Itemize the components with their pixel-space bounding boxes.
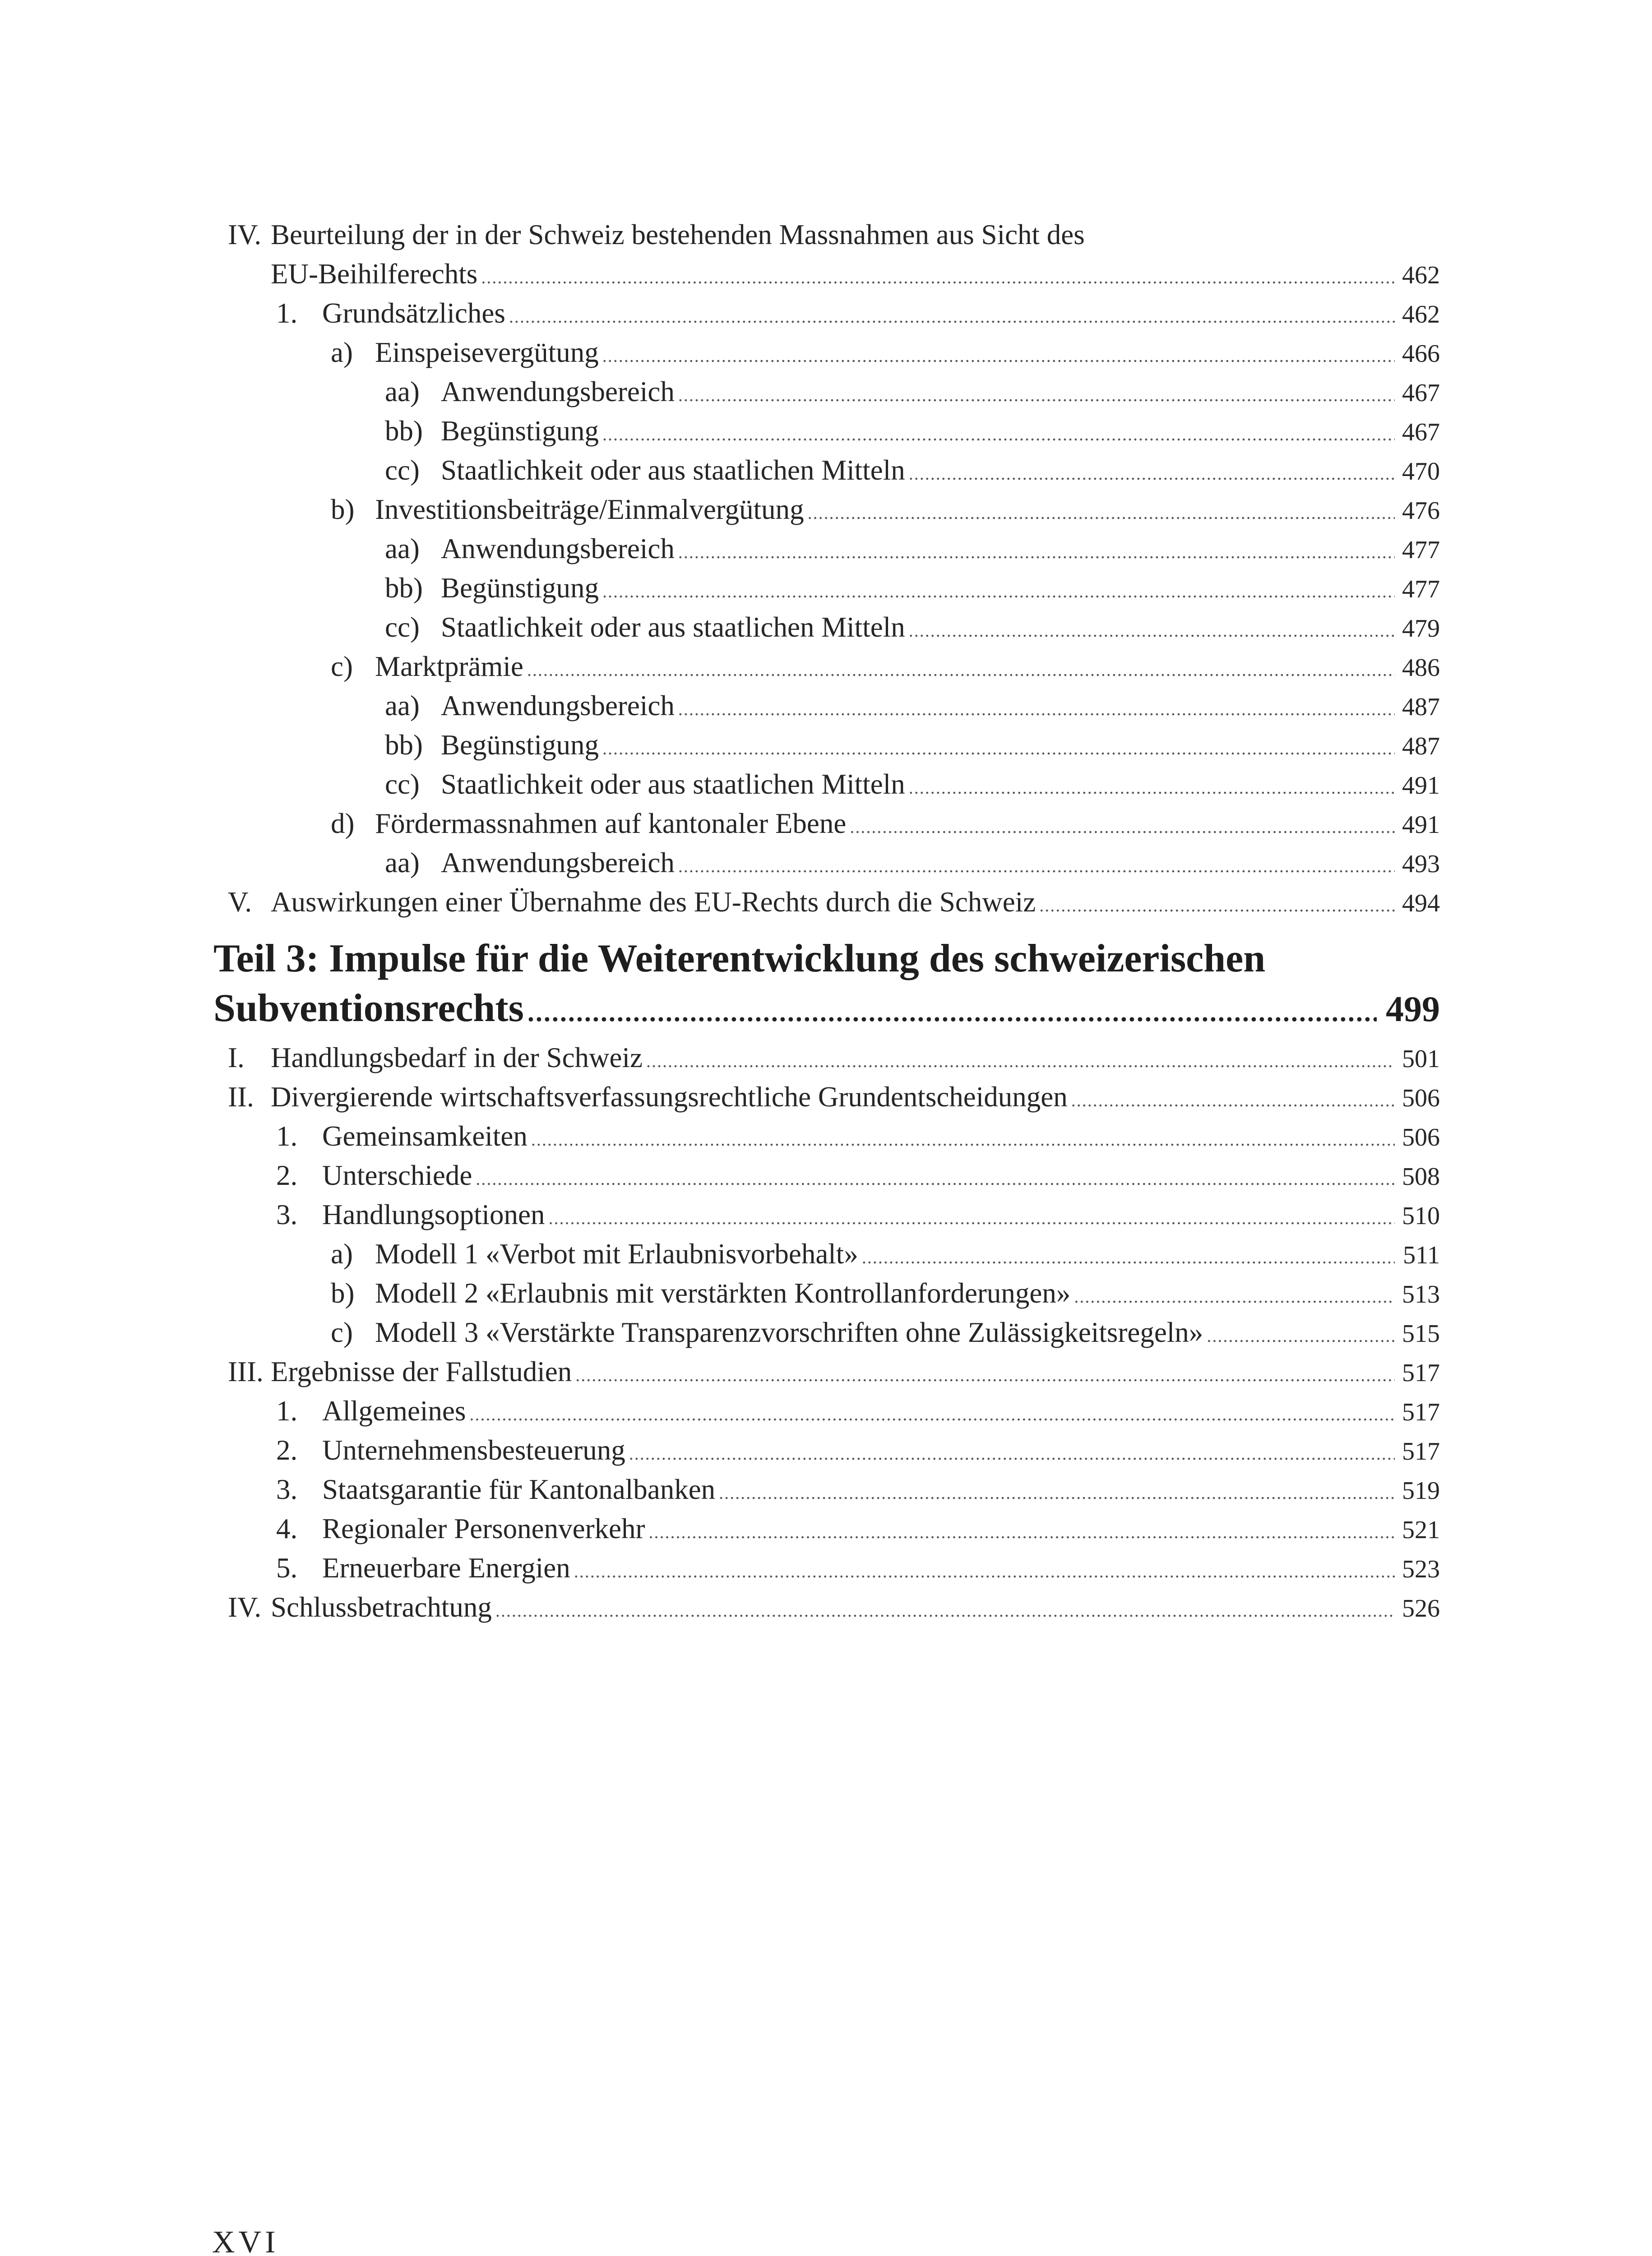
toc-entry — [228, 215, 261, 254]
toc-entry-text: Grundsätzliches — [322, 297, 505, 329]
part-heading-page: 499 — [1386, 989, 1440, 1029]
toc-entry-text: Handlungsbedarf in der Schweiz — [271, 1042, 643, 1073]
toc-entry-page: 466 — [1402, 340, 1440, 368]
toc-entry-page: 462 — [1402, 300, 1440, 328]
toc-entry — [276, 1548, 1440, 1588]
toc-entry — [276, 1391, 1440, 1431]
toc-entry — [385, 411, 1440, 451]
toc-entry-text: Staatsgarantie für Kantonalbanken — [322, 1474, 716, 1505]
toc-entry-number: 1. — [276, 1395, 298, 1427]
toc-entry-text: Modell 2 «Erlaubnis mit verstärkten Kontrollanforderungen» — [375, 1277, 1071, 1309]
toc-entry-number: bb) — [385, 729, 423, 761]
toc-entry — [228, 882, 1440, 922]
toc-entry-number: a) — [331, 1238, 353, 1270]
toc-entry-number: aa) — [385, 376, 420, 407]
toc-entry-text: Investitionsbeiträge/Einmalvergütung — [375, 494, 804, 525]
toc-entry-page: 467 — [1402, 379, 1440, 407]
toc-entry — [385, 725, 1440, 765]
toc-entry-text: Fördermassnahmen auf kantonaler Ebene — [375, 808, 847, 839]
toc-entry-page: 470 — [1402, 458, 1440, 485]
toc-entry-text: Allgemeines — [322, 1395, 466, 1427]
dot-leader — [909, 611, 1395, 651]
toc-entry-number: aa) — [385, 847, 420, 878]
toc-entry — [276, 1116, 1440, 1156]
toc-entry — [331, 804, 1440, 843]
toc-entry — [331, 490, 1440, 529]
toc-entry — [385, 764, 1440, 804]
dot-leader — [678, 846, 1395, 886]
toc-entry-text: Staatlichkeit oder aus staatlichen Mitteln — [441, 611, 905, 643]
toc-entry — [276, 1470, 1440, 1509]
toc-entry — [385, 607, 1440, 647]
toc-entry-number: b) — [331, 1277, 355, 1309]
toc-entry-number: III. — [228, 1356, 264, 1387]
dot-leader — [575, 1355, 1395, 1395]
toc-entry-number: aa) — [385, 690, 420, 721]
toc-entry-text: Erneuerbare Energien — [322, 1552, 570, 1584]
dot-leader — [495, 1591, 1395, 1631]
toc-entry-page: 526 — [1402, 1595, 1440, 1623]
dot-leader — [719, 1473, 1395, 1513]
toc-entry — [228, 1587, 1440, 1627]
toc-entry-number: IV. — [228, 219, 262, 250]
dot-leader — [1071, 1081, 1395, 1120]
toc-entry-number: a) — [331, 337, 353, 368]
toc-entry — [276, 1509, 1440, 1549]
toc-entry-number: 2. — [276, 1160, 298, 1191]
toc-entry-text: Anwendungsbereich — [441, 690, 675, 721]
toc-entry — [271, 254, 1440, 294]
toc-entry-number: b) — [331, 494, 355, 525]
dot-leader — [481, 258, 1395, 297]
toc-entry — [331, 647, 1440, 686]
toc-entry-page: 517 — [1402, 1359, 1440, 1387]
dot-leader — [1039, 886, 1395, 925]
toc-entry-text: Anwendungsbereich — [441, 847, 675, 878]
toc-entry-page: 519 — [1402, 1477, 1440, 1505]
toc-entry-page: 501 — [1402, 1045, 1440, 1073]
dot-leader — [469, 1395, 1395, 1434]
toc-entry-number: II. — [228, 1081, 254, 1113]
toc-entry-text: Regionaler Personenverkehr — [322, 1513, 645, 1544]
toc-entry — [385, 568, 1440, 608]
toc-entry-page: 493 — [1402, 850, 1440, 878]
toc-entry-page: 521 — [1402, 1516, 1440, 1544]
toc-entry-text: Handlungsoptionen — [322, 1199, 545, 1230]
toc-entry-text: Modell 1 «Verbot mit Erlaubnisvorbehalt» — [375, 1238, 858, 1270]
toc-entry-number: aa) — [385, 533, 420, 564]
toc-entry-page: 510 — [1402, 1202, 1440, 1230]
toc-entry — [276, 1195, 1440, 1234]
toc-entry — [331, 1273, 1440, 1313]
dot-leader — [527, 650, 1395, 690]
toc-entry-text: Schlussbetrachtung — [271, 1591, 492, 1623]
toc-entry-number: cc) — [385, 768, 420, 800]
toc-entry — [331, 333, 1440, 372]
toc-entry — [276, 1156, 1440, 1195]
toc-entry-text: Anwendungsbereich — [441, 376, 675, 407]
dot-leader — [548, 1198, 1395, 1238]
toc-entry-page: 491 — [1402, 811, 1440, 839]
toc-entry-page: 506 — [1402, 1084, 1440, 1112]
dot-leader — [531, 1120, 1395, 1160]
dot-leader — [649, 1512, 1395, 1552]
toc-entry-number: bb) — [385, 415, 423, 447]
dot-leader — [602, 336, 1395, 376]
toc-entry-page: 513 — [1402, 1281, 1440, 1308]
toc-entry-text: Begünstigung — [441, 729, 599, 761]
toc-entry-text: Unternehmensbesteuerung — [322, 1434, 625, 1466]
toc-entry-number: 4. — [276, 1513, 298, 1544]
toc-entry-page: 506 — [1402, 1123, 1440, 1151]
toc-entry — [331, 1313, 1440, 1352]
toc-entry-page: 467 — [1402, 418, 1440, 446]
toc-entry-number: d) — [331, 808, 355, 839]
toc-entry — [276, 1430, 1440, 1470]
dot-leader — [850, 807, 1395, 847]
toc-entry-text: Ergebnisse der Fallstudien — [271, 1356, 572, 1387]
dot-leader — [909, 454, 1395, 494]
part-heading-continuation — [213, 984, 1440, 1034]
dot-leader — [602, 572, 1395, 611]
toc-entry-number: cc) — [385, 454, 420, 486]
toc-entry-number: 1. — [276, 1120, 298, 1152]
toc-entry — [228, 1352, 1440, 1392]
toc-entry-number: 2. — [276, 1434, 298, 1466]
dot-leader — [629, 1434, 1395, 1474]
dot-leader — [1207, 1316, 1395, 1356]
toc-entry — [331, 1234, 1440, 1274]
toc-entry-page: 508 — [1402, 1163, 1440, 1191]
toc-entry-text: Divergierende wirtschaftsverfassungsrechtliche Grundentscheidungen — [271, 1081, 1068, 1113]
toc-entry-page: 462 — [1402, 261, 1440, 289]
toc-entry-text: Anwendungsbereich — [441, 533, 675, 564]
toc-entry-number: cc) — [385, 611, 420, 643]
dot-leader — [1074, 1277, 1395, 1317]
toc-entry — [385, 843, 1440, 883]
toc-entry-page: 517 — [1402, 1398, 1440, 1426]
toc-entry — [276, 293, 1440, 333]
dot-leader — [678, 689, 1395, 729]
toc-entry-number: c) — [331, 1317, 353, 1348]
toc-entry-text: Begünstigung — [441, 572, 599, 604]
part-heading-text: Subventionsrechts — [213, 986, 524, 1030]
toc-entry-number: V. — [228, 886, 252, 918]
toc-entry-number: IV. — [228, 1591, 262, 1623]
dot-leader — [646, 1041, 1395, 1081]
toc-entry — [385, 372, 1440, 411]
toc-entry-page: 477 — [1402, 575, 1440, 603]
dot-leader — [678, 532, 1395, 572]
dot-leader — [862, 1238, 1395, 1277]
toc-entry-text: Modell 3 «Verstärkte Transparenzvorschriften ohne Zulässigkeitsregeln» — [375, 1317, 1203, 1348]
toc-entry-page: 476 — [1402, 497, 1440, 525]
toc-entry-page: 479 — [1402, 615, 1440, 643]
toc-entry — [385, 450, 1440, 490]
toc-entry-text: Einspeisevergütung — [375, 337, 599, 368]
dot-leader — [574, 1552, 1395, 1591]
toc-entry-page: 491 — [1402, 772, 1440, 800]
toc-entry-text: Beurteilung der in der Schweiz bestehenden Massnahmen aus Sicht des — [271, 219, 1085, 250]
toc-entry-page: 487 — [1402, 732, 1440, 760]
dot-leader — [808, 493, 1395, 533]
toc-entry — [385, 529, 1440, 569]
dot-leader — [678, 375, 1395, 415]
dot-leader — [602, 729, 1395, 768]
dot-leader — [909, 768, 1395, 808]
toc-entry-text: Begünstigung — [441, 415, 599, 447]
toc-entry-number: I. — [228, 1042, 245, 1073]
toc-entry-text: EU-Beihilferechts — [271, 258, 478, 290]
toc-entry-text: Staatlichkeit oder aus staatlichen Mitteln — [441, 768, 905, 800]
toc-entry-number: 3. — [276, 1199, 298, 1230]
dot-leader — [528, 992, 1377, 1032]
toc-entry-text: Marktprämie — [375, 651, 523, 682]
part-heading: Teil 3: Impulse für die Weiterentwicklung des schweizerischen — [213, 937, 1266, 980]
toc-entry-number: c) — [331, 651, 353, 682]
toc-entry-page: 477 — [1402, 536, 1440, 564]
toc-entry-text: Gemeinsamkeiten — [322, 1120, 528, 1152]
toc-entry-page: 487 — [1402, 693, 1440, 721]
dot-leader — [509, 297, 1395, 337]
toc-entry-text: Auswirkungen einer Übernahme des EU-Rechts durch die Schweiz — [271, 886, 1036, 918]
toc-entry-page: 523 — [1402, 1555, 1440, 1583]
toc-entry — [385, 686, 1440, 726]
toc-entry-page: 494 — [1402, 889, 1440, 917]
toc-entry-number: bb) — [385, 572, 423, 604]
toc-entry-page: 515 — [1402, 1320, 1440, 1348]
toc-entry-page: 486 — [1402, 654, 1440, 682]
toc-entry-number: 1. — [276, 297, 298, 329]
toc-entry — [228, 1077, 1440, 1117]
dot-leader — [476, 1159, 1395, 1199]
toc-entry-page: 511 — [1403, 1241, 1440, 1269]
page-number: XVI — [212, 2225, 279, 2256]
toc-entry — [228, 1038, 1440, 1077]
toc-entry-page: 517 — [1402, 1438, 1440, 1465]
toc-entry-text: Unterschiede — [322, 1160, 472, 1191]
toc-entry-number: 5. — [276, 1552, 298, 1584]
toc-entry-number: 3. — [276, 1474, 298, 1505]
dot-leader — [602, 415, 1395, 454]
toc-entry-text: Staatlichkeit oder aus staatlichen Mitteln — [441, 454, 905, 486]
